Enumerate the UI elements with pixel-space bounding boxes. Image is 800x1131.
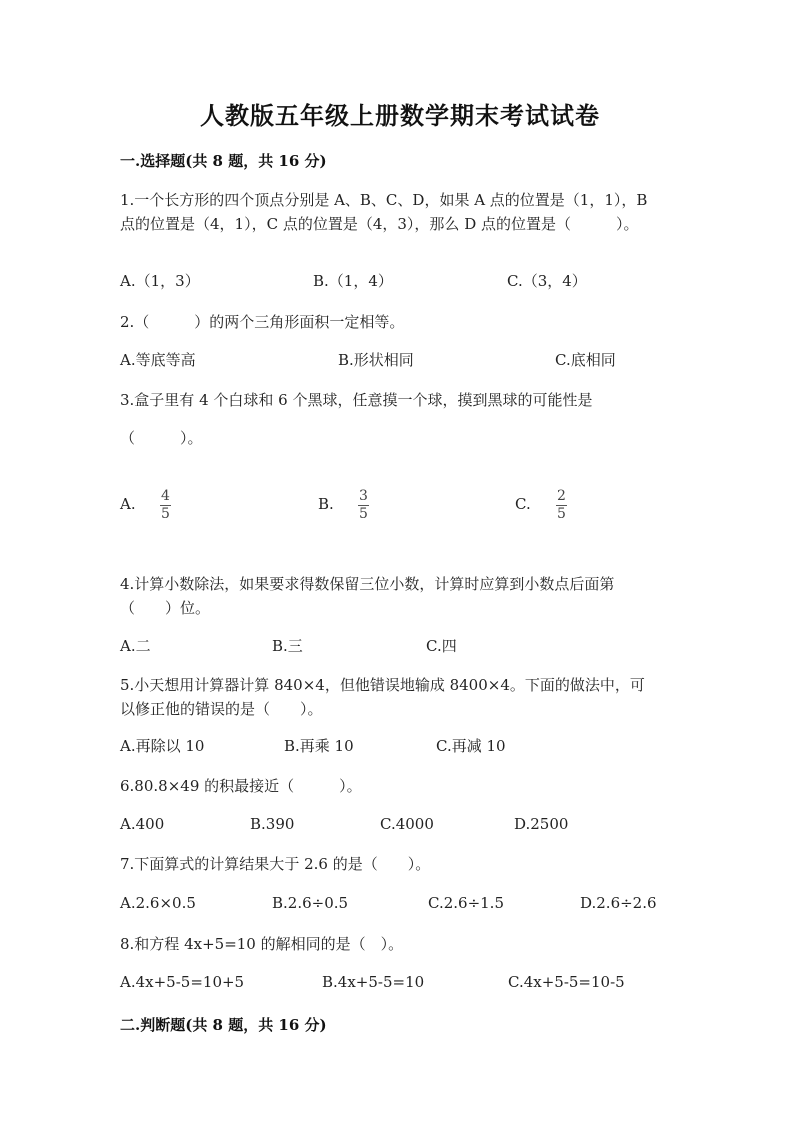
q3-option-b-label: B.: [318, 495, 334, 513]
q8-option-a: A.4x+5-5=10+5: [120, 973, 245, 991]
q5-option-a: A.再除以 10: [120, 737, 205, 755]
q4-option-a: A.二: [120, 637, 151, 655]
question-4-line-1: 4.计算小数除法，如果要求得数保留三位小数，计算时应算到小数点后面第: [120, 575, 615, 593]
q3-option-c-label: C.: [515, 495, 531, 513]
page-title: 人教版五年级上册数学期末考试试卷: [200, 101, 600, 130]
fraction-denominator: 5: [557, 506, 566, 522]
question-2: 2.（ ）的两个三角形面积一定相等。: [120, 313, 405, 331]
q8-option-c: C.4x+5-5=10-5: [508, 973, 625, 991]
question-4: [120, 572, 680, 620]
q5-option-b: B.再乘 10: [284, 737, 354, 755]
question-7: 7.下面算式的计算结果大于 2.6 的是（ ）。: [120, 855, 431, 873]
question-3: [120, 388, 680, 450]
question-8: 8.和方程 4x+5=10 的解相同的是（ ）。: [120, 935, 404, 953]
question-4-line-2: （ ）位。: [120, 599, 211, 617]
question-3-line-2: （ ）。: [120, 429, 203, 447]
section-heading-choice: 一.选择题(共 8 题，共 16 分): [120, 152, 327, 170]
fraction-numerator: 2: [557, 488, 566, 504]
q2-option-b: B.形状相同: [338, 351, 414, 369]
q6-option-d: D.2500: [514, 815, 569, 833]
q3-option-a-label: A.: [120, 495, 136, 513]
fraction-numerator: 4: [161, 488, 170, 504]
fraction-numerator: 3: [359, 488, 368, 504]
question-1-line-2: 点的位置是（4，1），C 点的位置是（4，3），那么 D 点的位置是（ ）。: [120, 215, 639, 233]
q7-option-b: B.2.6÷0.5: [272, 894, 349, 912]
q1-option-a: A.（1，3）: [120, 272, 200, 290]
q3-option-a-fraction: [160, 489, 171, 522]
q6-option-b: B.390: [250, 815, 295, 833]
question-6: 6.80.8×49 的积最接近（ ）。: [120, 777, 362, 795]
q4-option-c: C.四: [426, 637, 457, 655]
q7-option-a: A.2.6×0.5: [120, 894, 196, 912]
q3-option-c-fraction: [556, 489, 567, 522]
q7-option-d: D.2.6÷2.6: [580, 894, 657, 912]
fraction-denominator: 5: [161, 506, 170, 522]
q1-option-b: B.（1，4）: [313, 272, 393, 290]
q6-option-a: A.400: [120, 815, 165, 833]
q8-option-b: B.4x+5-5=10: [322, 973, 425, 991]
fraction-denominator: 5: [359, 506, 368, 522]
q2-option-c: C.底相同: [555, 351, 616, 369]
question-1-line-1: 1.一个长方形的四个顶点分别是 A、B、C、D，如果 A 点的位置是（1，1），B: [120, 191, 648, 209]
question-5: [120, 673, 680, 721]
q6-option-c: C.4000: [380, 815, 434, 833]
question-1: [120, 188, 680, 236]
question-5-line-1: 5.小天想用计算器计算 840×4，但他错误地输成 8400×4。下面的做法中，可: [120, 676, 645, 694]
q5-option-c: C.再减 10: [436, 737, 506, 755]
q2-option-a: A.等底等高: [120, 351, 196, 369]
section-heading-judgement: 二.判断题(共 8 题，共 16 分): [120, 1016, 327, 1034]
q1-option-c: C.（3，4）: [507, 272, 587, 290]
q4-option-b: B.三: [272, 637, 303, 655]
q3-option-b-fraction: [358, 489, 369, 522]
question-5-line-2: 以修正他的错误的是（ ）。: [120, 700, 323, 718]
question-3-line-1: 3.盒子里有 4 个白球和 6 个黑球，任意摸一个球，摸到黑球的可能性是: [120, 391, 593, 409]
q7-option-c: C.2.6÷1.5: [428, 894, 504, 912]
